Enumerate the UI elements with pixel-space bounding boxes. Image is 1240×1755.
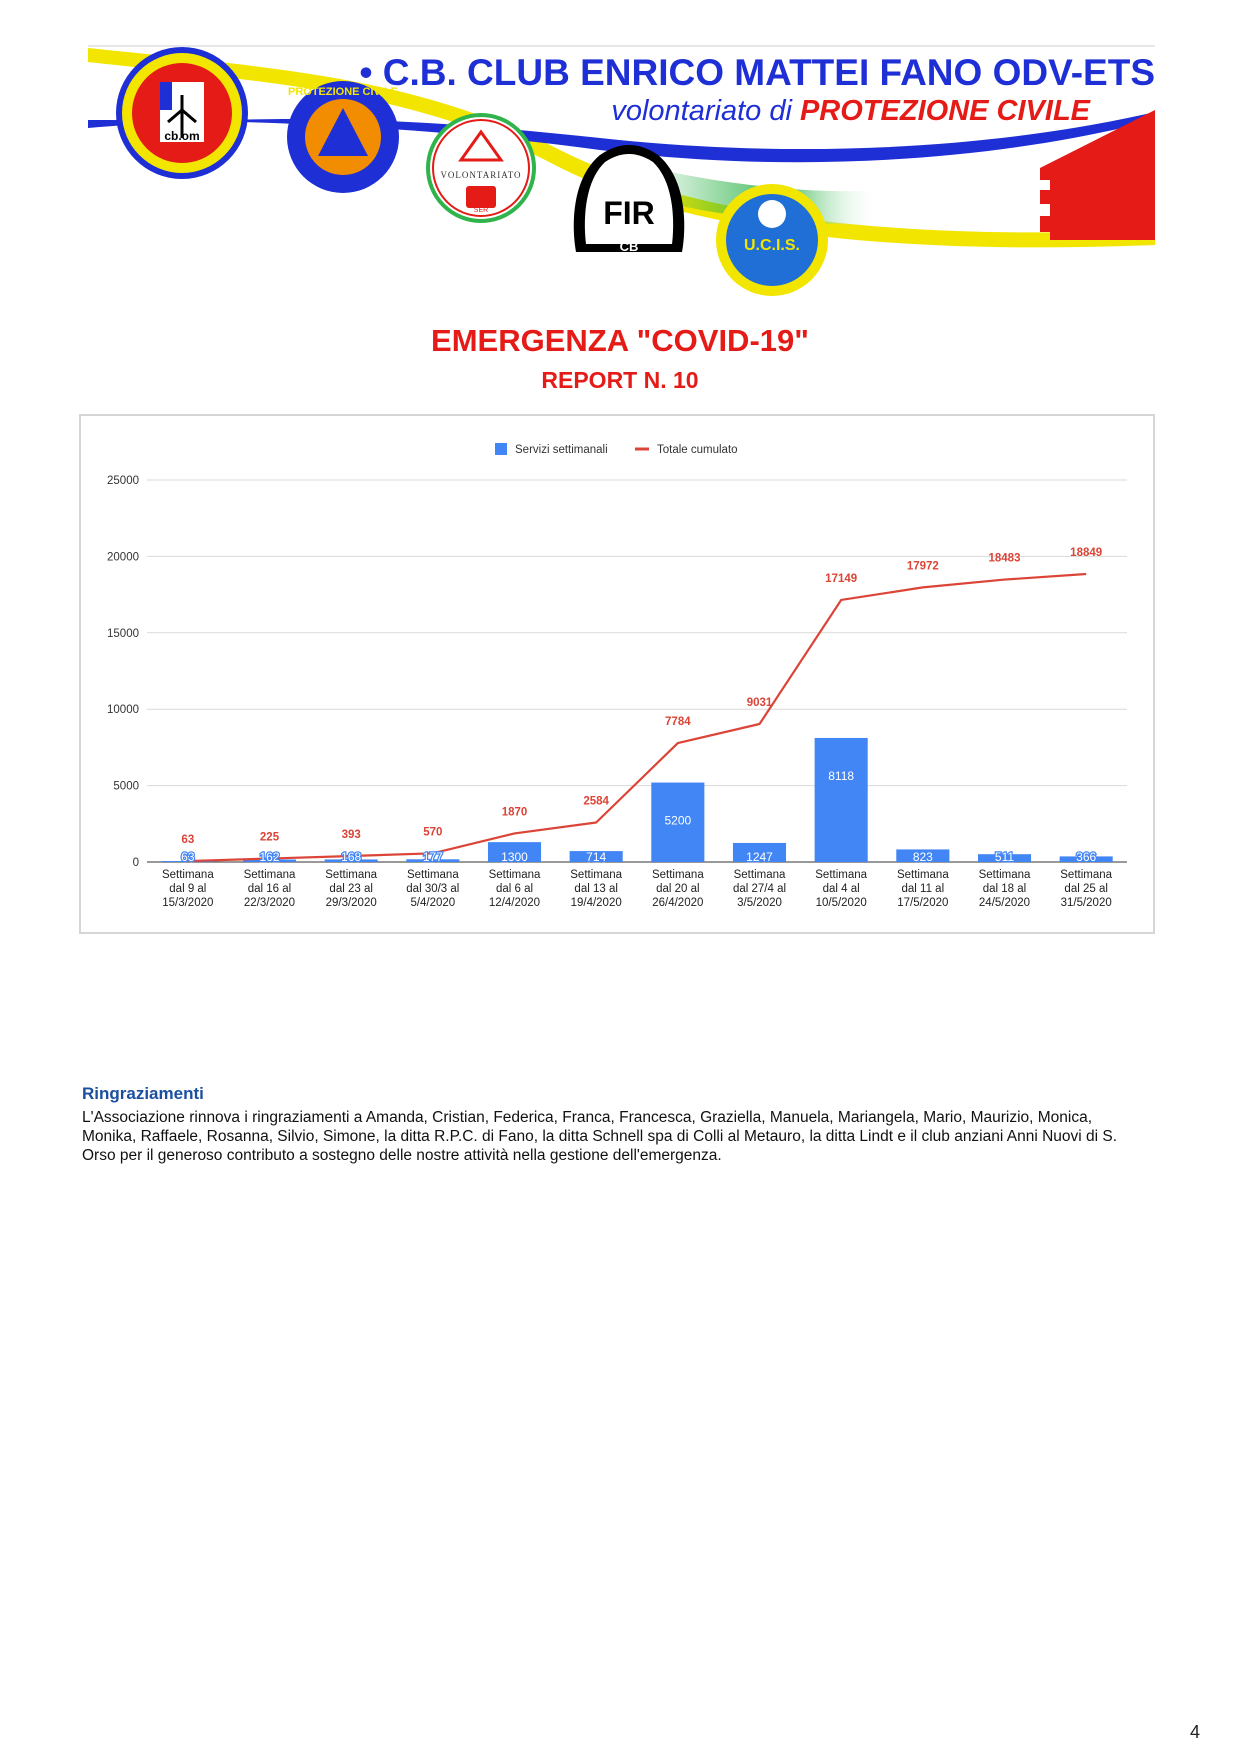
y-tick-label: 20000 (107, 551, 139, 564)
bar-value-label: 511 (994, 850, 1015, 864)
line-value-label: 18483 (988, 552, 1021, 565)
bar-value-label: 177 (422, 850, 443, 864)
line-value-label: 17149 (825, 572, 858, 585)
bar-value-label: 8118 (828, 768, 855, 783)
bar-value-label: 1300 (501, 850, 528, 864)
x-axis-ticks (162, 869, 1113, 909)
x-tick-label: dal 18 al (982, 883, 1027, 895)
x-tick-label: 3/5/2020 (737, 897, 782, 909)
line-value-label: 63 (181, 834, 195, 847)
y-tick-label: 25000 (107, 475, 139, 487)
page-number: 4 (1190, 1722, 1201, 1742)
x-tick-label: dal 27/4 al (732, 883, 787, 895)
line-series (188, 574, 1086, 861)
x-tick-label: 29/3/2020 (325, 897, 377, 909)
subtitle-strong: PROTEZIONE CIVILE (799, 95, 1090, 127)
y-tick-label: 15000 (107, 627, 139, 640)
legend-label: Totale cumulato (657, 444, 738, 456)
protezione-civile-badge-icon (287, 81, 399, 193)
thanks-heading: Ringraziamenti (82, 1084, 204, 1103)
bar-value-label: 1247 (746, 850, 773, 864)
chart-frame (79, 414, 1155, 934)
svg-text:FIR: FIR (603, 195, 655, 231)
x-tick-label: dal 25 al (1064, 883, 1108, 895)
x-tick-label: Settimana (570, 869, 623, 881)
x-tick-label: dal 16 al (247, 883, 292, 895)
organization-title: • C.B. CLUB ENRICO MATTEI FANO ODV-ETS (359, 52, 1155, 93)
x-tick-label: dal 13 al (574, 883, 618, 895)
combo-chart (81, 416, 1153, 932)
line-value-label: 1870 (501, 806, 528, 819)
bar-value-label: 366 (1076, 850, 1097, 864)
bar-series (161, 738, 1112, 862)
y-axis-ticks (107, 475, 139, 869)
bar (815, 738, 868, 862)
line-value-label: 2584 (583, 795, 609, 808)
line-value-label: 225 (259, 831, 280, 844)
x-tick-label: Settimana (651, 869, 704, 881)
y-tick-label: 0 (132, 857, 139, 869)
svg-text:cb.om: cb.om (164, 129, 200, 143)
svg-text:VOLONTARIATO: VOLONTARIATO (440, 170, 522, 180)
x-tick-label: 24/5/2020 (978, 897, 1031, 909)
line-value-label: 17972 (906, 560, 939, 573)
thanks-line: Orso per il generoso contributo a sostegno delle nostre attività nella gestione dell'emergenza. (82, 1147, 722, 1164)
svg-text:SER: SER (473, 207, 489, 214)
svg-text:CB: CB (619, 239, 639, 254)
thanks-line: L'Associazione rinnova i ringraziamenti a Amanda, Cristian, Federica, Franca, Francesca, Graziella, Manuela, Mariangela, Mario, Maurizio, Monica, (82, 1109, 1093, 1126)
bar-value-label: 162 (259, 850, 280, 864)
x-tick-label: dal 6 al (495, 883, 534, 895)
line-value-label: 570 (423, 826, 443, 839)
fir-cb-badge-icon (574, 145, 685, 254)
x-tick-label: 15/3/2020 (162, 897, 214, 909)
x-tick-label: 12/4/2020 (488, 897, 541, 909)
bar-value-label: 168 (341, 850, 362, 864)
cumulative-line (188, 574, 1086, 861)
volontariato-badge-icon (428, 115, 534, 221)
x-tick-label: Settimana (815, 869, 868, 881)
line-value-label: 393 (341, 828, 361, 841)
x-tick-label: 19/4/2020 (570, 897, 622, 909)
report-number: REPORT N. 10 (541, 367, 699, 393)
header-banner (0, 0, 1240, 310)
x-tick-label: Settimana (243, 869, 296, 881)
x-tick-label: Settimana (488, 869, 541, 881)
bar-value-label: 823 (912, 850, 933, 864)
svg-text:PROTEZIONE CIVILE: PROTEZIONE CIVILE (287, 86, 399, 98)
x-tick-label: dal 4 al (822, 883, 860, 895)
thanks-paragraph (82, 1108, 1162, 1165)
svg-text:U.C.I.S.: U.C.I.S. (743, 237, 801, 254)
x-tick-label: Settimana (1060, 869, 1113, 881)
x-tick-label: dal 30/3 al (406, 883, 460, 895)
x-tick-label: Settimana (896, 869, 949, 881)
bar-value-label: 5200 (664, 813, 692, 828)
thanks-line: Monika, Raffaele, Rosanna, Silvio, Simone, la ditta R.P.C. di Fano, la ditta Schnell spa di Colli al Metauro, la ditta Lindt e il club anziani Anni Nuovi di S. (82, 1128, 1118, 1145)
bar-value-label: 63 (181, 850, 195, 864)
x-tick-label: dal 9 al (169, 883, 207, 895)
line-value-label: 7784 (665, 716, 691, 729)
x-tick-label: 22/3/2020 (243, 897, 296, 909)
legend-swatch-bar (495, 443, 507, 455)
chart-grid (147, 480, 1127, 862)
x-tick-label: dal 20 al (656, 883, 700, 895)
data-labels (181, 547, 1102, 864)
x-tick-label: Settimana (978, 869, 1031, 881)
x-tick-label: Settimana (733, 869, 786, 881)
x-tick-label: Settimana (325, 869, 378, 881)
x-tick-label: 26/4/2020 (652, 897, 704, 909)
x-tick-label: dal 23 al (329, 883, 373, 895)
line-value-label: 9031 (746, 697, 773, 710)
x-tick-label: 5/4/2020 (410, 897, 456, 909)
y-tick-label: 5000 (113, 780, 139, 793)
x-tick-label: 10/5/2020 (815, 897, 867, 909)
report-title: EMERGENZA "COVID-19" (431, 323, 809, 358)
x-tick-label: 17/5/2020 (897, 897, 949, 909)
line-value-label: 18849 (1070, 546, 1103, 559)
chart-legend (495, 443, 738, 456)
organization-subtitle (500, 95, 1090, 128)
y-tick-label: 10000 (107, 704, 139, 717)
x-tick-label: dal 11 al (901, 883, 945, 895)
ucis-badge-icon (716, 184, 828, 296)
x-tick-label: Settimana (161, 869, 214, 881)
bar-value-label: 714 (586, 850, 607, 864)
legend-label: Servizi settimanali (515, 444, 608, 456)
cb-club-badge-icon (116, 47, 248, 179)
x-tick-label: Settimana (406, 869, 459, 881)
subtitle-prefix: volontariato di (611, 95, 792, 127)
x-tick-label: 31/5/2020 (1060, 897, 1112, 909)
